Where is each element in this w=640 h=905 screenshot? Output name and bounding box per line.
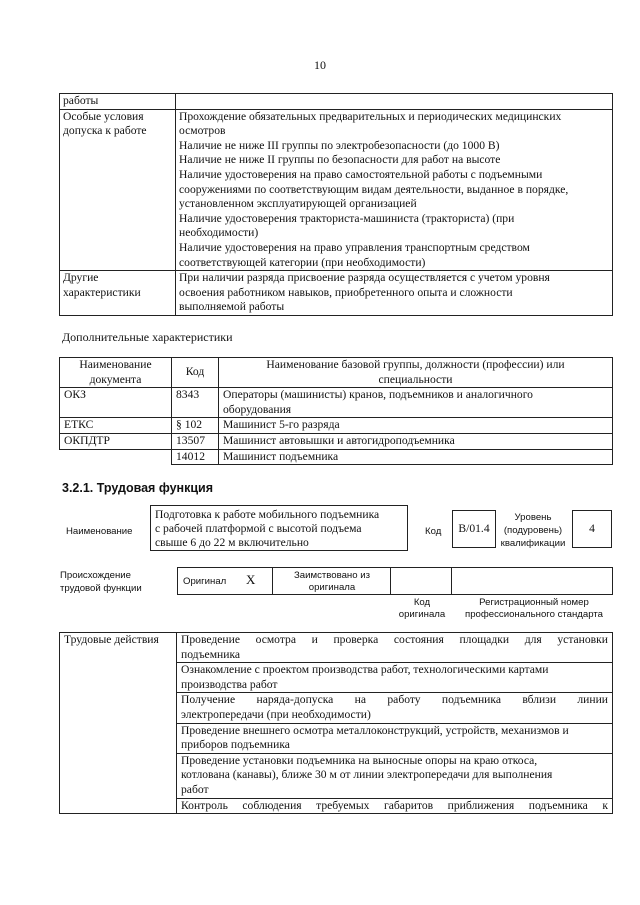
origin-label: Происхождение трудовой функции xyxy=(60,570,142,594)
divider xyxy=(272,567,273,595)
list-item: Проведение внешнего осмотра металлоконструкций, устройств, механизмов и приборов подъемника xyxy=(177,723,613,753)
table-row xyxy=(60,109,613,271)
row-label-special-conditions: Особые условия допуска к работе xyxy=(60,109,176,271)
cell-name: Машинист автовышки и автогидроподъемника xyxy=(219,433,613,449)
table-row xyxy=(60,449,613,465)
labor-actions-label: Трудовые действия xyxy=(60,633,177,814)
table-row xyxy=(60,418,613,434)
divider xyxy=(451,567,452,595)
cell-name: Машинист подъемника xyxy=(219,449,613,465)
qualification-level-label: Уровень (подуровень) квалификации xyxy=(500,512,566,549)
table-header-row xyxy=(60,358,613,388)
code-label: Код xyxy=(425,526,442,537)
cell-doc: ЕТКС xyxy=(60,418,172,434)
cell-name: Машинист 5-го разряда xyxy=(219,418,613,434)
table-cell: работы xyxy=(60,94,176,110)
origin-box xyxy=(177,567,613,595)
cell-doc: ОКПДТР xyxy=(60,433,172,449)
list-item: Контроль соблюдения требуемых габаритов приближения подъемника к xyxy=(177,798,613,814)
header-name: Наименование базовой группы, должности (профессии) или специальности xyxy=(219,358,613,388)
divider xyxy=(390,567,391,595)
list-item: Проведение осмотра и проверка состояния площадки для установки подъемника xyxy=(177,633,613,663)
page-number: 10 xyxy=(314,58,326,72)
table-row xyxy=(60,433,613,449)
list-item: Проведение установки подъемника на выносные опоры на краю откоса, котлована (канавы), ближе 30 м от линии электропередачи для выполнения работ xyxy=(177,753,613,798)
row-label-other-characteristics: Другие характеристики xyxy=(60,271,176,316)
list-item: Ознакомление с проектом производства работ, технологическими картами производства работ xyxy=(177,663,613,693)
list-item: Получение наряда-допуска на работу подъемника вблизи линии электропередачи (при необходимости) xyxy=(177,693,613,723)
other-characteristics-text: При наличии разряда присвоение разряда осуществляется с учетом уровня освоения работником навыков, приобретенного опыта и сложности выполняемой работы xyxy=(176,271,613,316)
table-cell xyxy=(176,94,613,110)
header-code: Код xyxy=(172,358,219,388)
original-code-caption: Код оригинала xyxy=(398,597,446,620)
cell-code: § 102 xyxy=(172,418,219,434)
labor-actions-table xyxy=(59,632,613,814)
code-value-box: B/01.4 xyxy=(452,510,496,548)
cell-doc xyxy=(60,449,172,465)
original-label: Оригинал xyxy=(183,576,227,587)
header-doc: Наименование документа xyxy=(60,358,172,388)
original-mark: X xyxy=(246,572,256,587)
registration-number-caption: Регистрационный номер профессионального стандарта xyxy=(465,597,603,620)
labor-function-title: 3.2.1. Трудовая функция xyxy=(62,481,214,495)
cell-code: 14012 xyxy=(172,449,219,465)
table-row xyxy=(60,94,613,110)
additional-characteristics-title: Дополнительные характеристики xyxy=(62,330,233,344)
cell-code: 13507 xyxy=(172,433,219,449)
name-label: Наименование xyxy=(66,526,133,537)
borrowed-label: Заимствовано из оригинала xyxy=(294,570,370,593)
cell-doc: ОКЗ xyxy=(60,388,172,418)
cell-code: 8343 xyxy=(172,388,219,418)
cell-name: Операторы (машинисты) кранов, подъемников и аналогичного оборудования xyxy=(219,388,613,418)
special-conditions-list: Прохождение обязательных предварительных и периодических медицинских осмотров Наличие не ниже III группы по электробезопасности (до 1000 В) Наличие не ниже II группы по безопасности для работ на высоте Наличие удостоверения на право самостоятельной работы с подъемными сооружениями по соответствующим видам деятельности, выданное в порядке, установленном эксплуатирующей организацией Наличие удостоверения тракториста-машиниста (тракториста) (при необходимости) Наличие удостоверения на право управления транспортным средством соответствующей категории (при необходимости) xyxy=(176,109,613,271)
additional-characteristics-table xyxy=(59,357,613,465)
conditions-table xyxy=(59,93,613,316)
function-name-box: Подготовка к работе мобильного подъемника с рабочей платформой с высотой подъема свыше 6 до 22 м включительно xyxy=(150,505,408,551)
table-row xyxy=(60,633,613,663)
table-row xyxy=(60,388,613,418)
table-row xyxy=(60,271,613,316)
qualification-level-value: 4 xyxy=(572,510,612,548)
